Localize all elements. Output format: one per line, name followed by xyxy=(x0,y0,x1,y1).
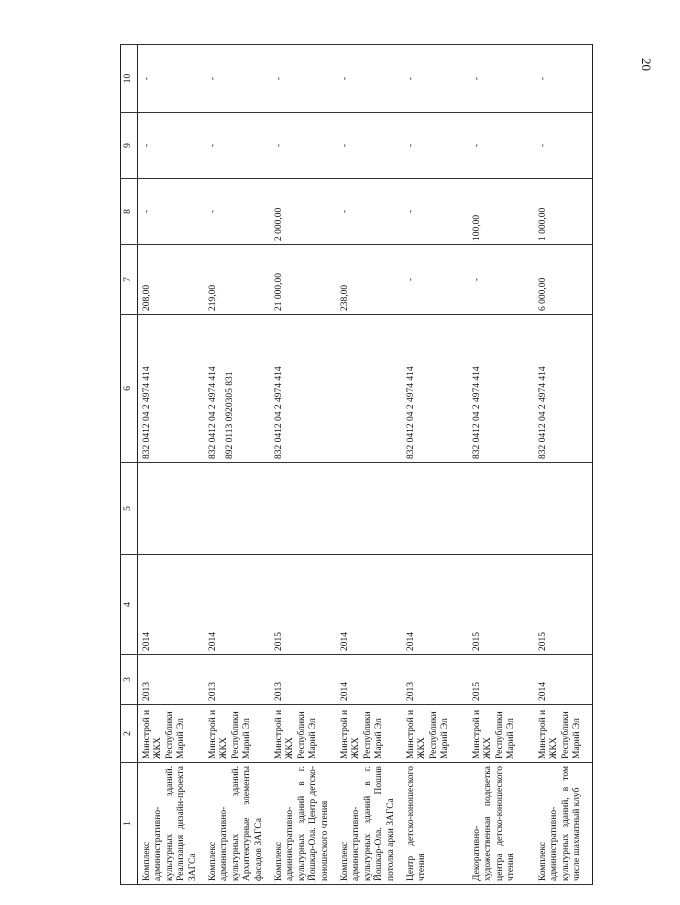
value-col8: 1 000,00 xyxy=(534,179,593,245)
value-col10: - xyxy=(138,45,205,113)
start-year: 2013 xyxy=(402,655,468,705)
value-col10: - xyxy=(468,45,534,113)
column-5-value xyxy=(138,463,205,555)
table-row xyxy=(402,45,468,885)
start-year: 2013 xyxy=(270,655,336,705)
value-col9: - xyxy=(336,113,402,179)
column-header: 4 xyxy=(121,555,138,655)
object-name: Комплекс административно-культурных зданий. Архитектурные элементы фасадов ЗАГСа xyxy=(204,763,270,885)
column-header: 7 xyxy=(121,245,138,315)
column-5-value xyxy=(336,463,402,555)
column-header: 1 xyxy=(121,763,138,885)
value-col10: - xyxy=(534,45,593,113)
table-row xyxy=(204,45,270,885)
start-year: 2013 xyxy=(204,655,270,705)
end-year: 2014 xyxy=(402,555,468,655)
executor: Минстрой и ЖКХ Республики Марий Эл xyxy=(270,705,336,763)
value-col8: - xyxy=(402,179,468,245)
budget-code: 832 0412 04 2 4974 414 xyxy=(406,366,416,459)
value-col7: 21 000,00 xyxy=(270,245,336,315)
program-table xyxy=(120,44,593,885)
budget-codes xyxy=(402,315,468,463)
header-row xyxy=(121,45,138,885)
value-col7: - xyxy=(402,245,468,315)
value-col7: 238,00 xyxy=(336,245,402,315)
value-col10: - xyxy=(336,45,402,113)
end-year: 2015 xyxy=(468,555,534,655)
column-5-value xyxy=(468,463,534,555)
budget-code: 892 0113 0920305 831 xyxy=(225,371,236,459)
column-5-value xyxy=(402,463,468,555)
budget-codes xyxy=(270,315,336,463)
budget-codes xyxy=(204,315,270,463)
budget-code: 832 0412 04 2 4974 414 xyxy=(274,366,284,459)
end-year: 2014 xyxy=(204,555,270,655)
start-year: 2014 xyxy=(534,655,593,705)
table-row xyxy=(270,45,336,885)
table-row xyxy=(138,45,205,885)
executor: Минстрой и ЖКХ Республики Марий Эл xyxy=(402,705,468,763)
executor: Минстрой и ЖКХ Республики Марий Эл xyxy=(336,705,402,763)
value-col9: - xyxy=(138,113,205,179)
object-name: Декоративно-художественная подсветка центра детско-юношеского чтения xyxy=(468,763,534,885)
start-year: 2014 xyxy=(336,655,402,705)
executor: Минстрой и ЖКХ Республики Марий Эл xyxy=(468,705,534,763)
value-col10: - xyxy=(204,45,270,113)
value-col9: - xyxy=(468,113,534,179)
value-col9: - xyxy=(534,113,593,179)
value-col7: 208,00 xyxy=(138,245,205,315)
table-row xyxy=(336,45,402,885)
column-header: 2 xyxy=(121,705,138,763)
value-col8: 100,00 xyxy=(468,179,534,245)
column-5-value xyxy=(204,463,270,555)
value-col9: - xyxy=(204,113,270,179)
rotated-table xyxy=(120,45,680,885)
executor: Минстрой и ЖКХ Республики Марий Эл xyxy=(534,705,593,763)
object-name: Комплекс административно-культурных зданий, в том числе шахматный клуб xyxy=(534,763,593,885)
table-row xyxy=(534,45,593,885)
end-year: 2014 xyxy=(336,555,402,655)
column-header: 5 xyxy=(121,463,138,555)
value-col8: - xyxy=(138,179,205,245)
budget-codes xyxy=(468,315,534,463)
value-col9: - xyxy=(402,113,468,179)
column-header: 9 xyxy=(121,113,138,179)
budget-code: 832 0412 04 2 4974 414 xyxy=(538,366,548,459)
value-col8: - xyxy=(336,179,402,245)
column-5-value xyxy=(270,463,336,555)
end-year: 2014 xyxy=(138,555,205,655)
column-header: 3 xyxy=(121,655,138,705)
column-header: 10 xyxy=(121,45,138,113)
column-5-value xyxy=(534,463,593,555)
object-name: Комплекс административно-культурных зданий в г. Йошкар-Ола. Пошив потолка арки ЗАГСа xyxy=(336,763,402,885)
executor: Минстрой и ЖКХ Республики Марий Эл xyxy=(138,705,205,763)
value-col7: 219,00 xyxy=(204,245,270,315)
column-header: 8 xyxy=(121,179,138,245)
value-col7: - xyxy=(468,245,534,315)
budget-code: 832 0412 04 2 4974 414 xyxy=(472,366,482,459)
object-name: Комплекс административно-культурных зданий. Реализация дизайн-проекта ЗАГСа xyxy=(138,763,205,885)
object-name: Центр детско-юношеского чтения xyxy=(402,763,468,885)
start-year: 2015 xyxy=(468,655,534,705)
budget-codes xyxy=(336,315,402,463)
page-number: 20 xyxy=(639,58,654,71)
table-row xyxy=(468,45,534,885)
value-col10: - xyxy=(270,45,336,113)
object-name: Комплекс административно-культурных зданий в г. Йошкар-Ола. Центр детско-юношеского чтения xyxy=(270,763,336,885)
value-col9: - xyxy=(270,113,336,179)
value-col7: 6 000,00 xyxy=(534,245,593,315)
value-col8: - xyxy=(204,179,270,245)
column-header: 6 xyxy=(121,315,138,463)
end-year: 2015 xyxy=(270,555,336,655)
value-col10: - xyxy=(402,45,468,113)
budget-code: 832 0412 04 2 4974 414 xyxy=(142,366,152,459)
start-year: 2013 xyxy=(138,655,205,705)
value-col8: 2 000,00 xyxy=(270,179,336,245)
end-year: 2015 xyxy=(534,555,593,655)
budget-codes xyxy=(138,315,205,463)
executor: Минстрой и ЖКХ Республики Марий Эл xyxy=(204,705,270,763)
budget-code: 832 0412 04 2 4974 414 xyxy=(208,366,218,459)
budget-codes xyxy=(534,315,593,463)
